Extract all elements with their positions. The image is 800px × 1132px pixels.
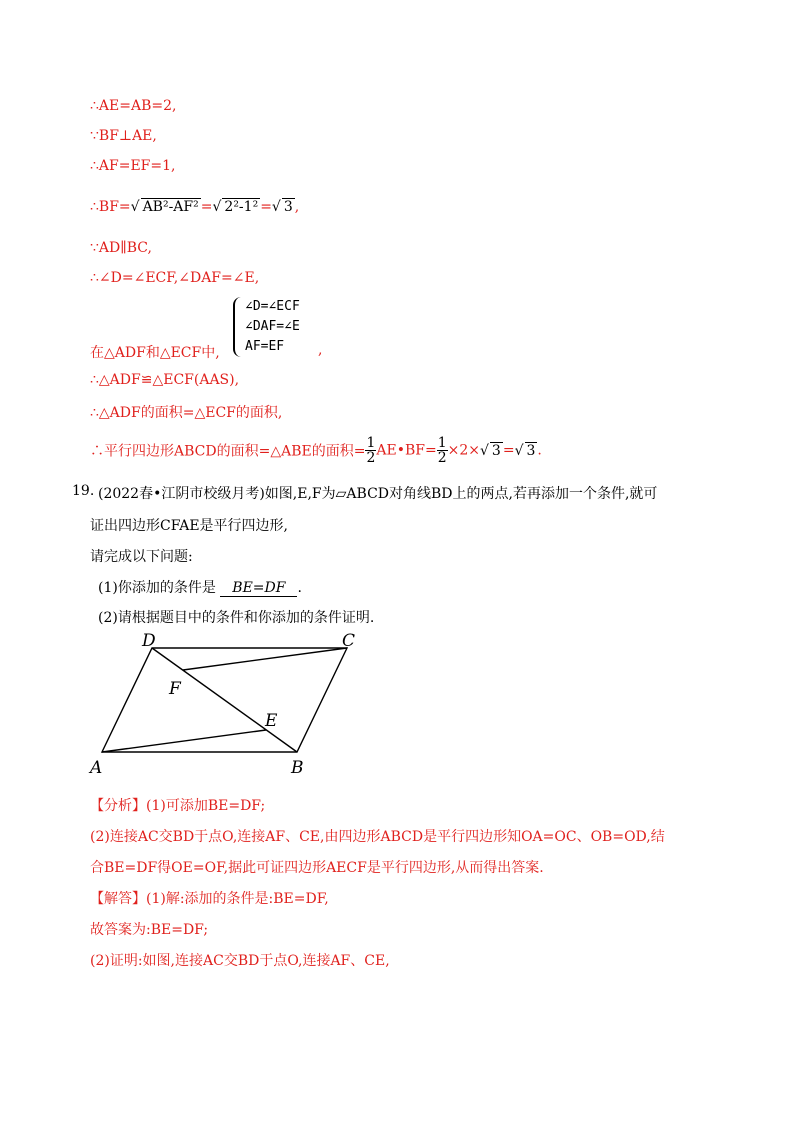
- part1-answer: BE=DF: [220, 580, 297, 597]
- solution-line-10: ∴平行四边形ABCD的面积=△ABE的面积= $\frac{1}{2}$ AE•BF= $\frac{1}{2}$ ×2×√ 3 =√ 3 .: [90, 435, 542, 466]
- question-line-3: 请完成以下问题:: [90, 549, 193, 565]
- solution-line-1: ∴AE=AB=2,: [90, 98, 177, 114]
- l10-eq: =: [502, 442, 515, 459]
- l10-frac2-num: 1: [437, 435, 447, 451]
- diagonal-bd: [152, 648, 297, 752]
- l4-radical-1: AB²-AF²: [142, 199, 199, 215]
- parallelogram-figure: [85, 630, 375, 780]
- l4-suffix: ,: [294, 199, 300, 215]
- question-number: 19.: [72, 483, 95, 499]
- l10-radical-2: 3: [526, 443, 536, 459]
- question-line-2: 证出四边形CFAE是平行四边形,: [90, 518, 288, 534]
- solution-line-7: 在△ADF和△ECF中,: [90, 345, 220, 361]
- analysis-line-1: [90, 795, 265, 815]
- label-d: D: [142, 631, 156, 651]
- solution-line-5: ∵AD∥BC,: [90, 240, 152, 256]
- solution-line-9: ∴△ADF的面积=△ECF的面积,: [90, 405, 283, 421]
- analysis-line-3: 合BE=DF得OE=OF,据此可证四边形AECF是平行四边形,从而得出答案.: [90, 860, 544, 876]
- solution-line-8: ∴△ADF≌△ECF(AAS),: [90, 372, 240, 388]
- analysis-text-1: (1)可添加BE=DF;: [146, 798, 266, 814]
- l10-radical-1: 3: [491, 443, 501, 459]
- l10-frac1-num: 1: [366, 435, 376, 451]
- label-a: A: [90, 758, 103, 778]
- solution-line-4: ∴BF=√ AB²-AF² =√ 2²-1² =√ 3 ,: [90, 199, 300, 215]
- solution-line-7-suffix: ,: [318, 342, 323, 358]
- solution-line-2: ∵BF⊥AE,: [90, 128, 157, 144]
- solution-line-6: ∴∠D=∠ECF,∠DAF=∠E,: [90, 270, 260, 286]
- answer-line-1: [90, 888, 329, 908]
- l10-prefix: ∴平行四边形ABCD的面积=△ABE的面积=: [90, 443, 366, 460]
- l4-radical-3: 3: [283, 199, 293, 215]
- brace-glyph: [233, 297, 243, 357]
- solution-line-3: ∴AF=EF=1,: [90, 158, 176, 174]
- answer-text-1: (1)解:添加的条件是:BE=DF,: [146, 891, 329, 907]
- label-f: F: [169, 679, 181, 699]
- answer-tag: 【解答】: [90, 891, 146, 907]
- segment-fc: [183, 648, 347, 670]
- question-line-1: (2022春•江阴市校级月考)如图,E,F为▱ABCD对角线BD上的两点,若再添加一个条件,就可: [98, 486, 658, 502]
- brace-row-1: ∠D=∠ECF: [245, 299, 300, 314]
- question-part-2: (2)请根据题目中的条件和你添加的条件证明.: [98, 610, 375, 626]
- question-part-1: [98, 577, 302, 597]
- l4-prefix: ∴BF=: [90, 199, 131, 215]
- brace-row-2: ∠DAF=∠E: [245, 319, 300, 334]
- label-b: B: [291, 758, 304, 778]
- l10-mid: AE•BF=: [376, 442, 437, 459]
- l10-frac1-den: 2: [366, 450, 376, 466]
- answer-line-3: (2)证明:如图,连接AC交BD于点O,连接AF、CE,: [90, 953, 390, 969]
- l4-eq-1: =: [200, 199, 213, 215]
- analysis-tag: 【分析】: [90, 798, 146, 814]
- label-e: E: [265, 711, 278, 731]
- part1-suffix: .: [297, 580, 302, 596]
- segment-ae: [102, 730, 266, 752]
- analysis-line-2: (2)连接AC交BD于点O,连接AF、CE,由四边形ABCD是平行四边形知OA=OC、OB=OD,结: [90, 829, 665, 845]
- part1-prefix: (1)你添加的条件是: [98, 580, 216, 596]
- label-c: C: [342, 631, 356, 651]
- l10-mid2: ×2×: [447, 442, 480, 459]
- l10-end: .: [537, 442, 542, 459]
- brace-row-3: AF=EF: [245, 339, 285, 354]
- answer-line-2: 故答案为:BE=DF;: [90, 922, 209, 938]
- l4-radical-2: 2²-1²: [224, 199, 259, 215]
- l4-eq-2: =: [260, 199, 272, 215]
- l10-frac2-den: 2: [437, 450, 447, 466]
